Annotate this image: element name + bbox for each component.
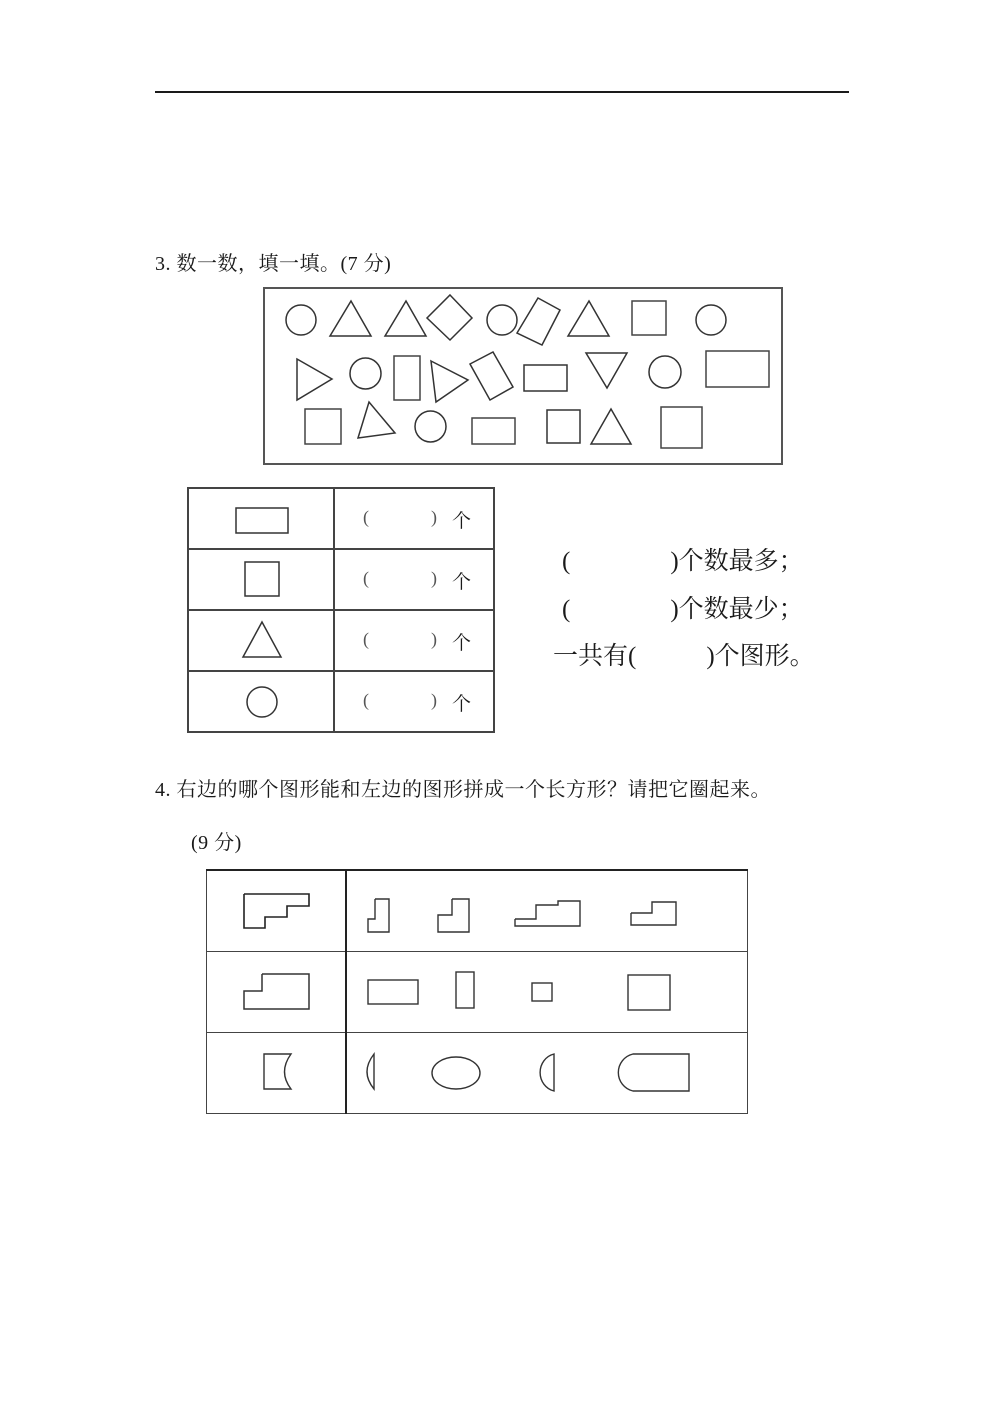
triangle-icon bbox=[567, 300, 611, 338]
triangle-right-icon bbox=[296, 358, 334, 402]
circle-icon bbox=[246, 686, 278, 718]
table-row bbox=[188, 488, 494, 549]
triangle-icon bbox=[384, 300, 428, 338]
square-icon bbox=[244, 561, 280, 597]
header-rule bbox=[155, 91, 849, 93]
open-paren: ( bbox=[363, 629, 369, 649]
open-paren: ( bbox=[562, 548, 571, 575]
most-statement bbox=[562, 541, 804, 577]
square-icon bbox=[546, 409, 581, 444]
staircase-long-icon[interactable] bbox=[514, 900, 582, 928]
total-suffix: )个图形。 bbox=[706, 643, 815, 670]
options-cell bbox=[346, 870, 748, 952]
triangle-right-icon bbox=[430, 360, 470, 404]
rounded-left-rect-icon[interactable] bbox=[613, 1053, 691, 1093]
L-one-step-icon bbox=[243, 973, 311, 1011]
count-table bbox=[187, 487, 495, 733]
triangle-icon bbox=[590, 408, 633, 446]
most-suffix: )个数最多； bbox=[670, 548, 804, 575]
square-rotated-icon bbox=[426, 294, 474, 342]
answer-blank[interactable] bbox=[334, 671, 494, 732]
unit-label: 个 bbox=[452, 694, 472, 715]
answer-blank[interactable] bbox=[334, 488, 494, 549]
question-3-title: 3. 数一数，填一填。(7 分) bbox=[155, 253, 392, 275]
circle-icon bbox=[695, 304, 727, 336]
circle-icon bbox=[349, 357, 382, 390]
table-row bbox=[207, 870, 748, 952]
square-icon bbox=[304, 408, 342, 445]
answer-blank[interactable] bbox=[334, 549, 494, 610]
open-paren: ( bbox=[562, 596, 571, 623]
square-large-icon[interactable] bbox=[627, 974, 671, 1011]
rectangle-icon bbox=[235, 507, 289, 534]
rectangle-vertical-icon bbox=[393, 355, 421, 401]
circle-icon bbox=[648, 355, 682, 389]
table-row bbox=[207, 1033, 748, 1114]
open-paren: ( bbox=[363, 507, 369, 527]
square-small-icon[interactable] bbox=[531, 982, 553, 1002]
shape-cell bbox=[188, 671, 334, 732]
triangle-icon bbox=[242, 621, 282, 659]
shape-cell bbox=[188, 549, 334, 610]
circle-icon bbox=[285, 304, 317, 336]
close-paren: ) bbox=[431, 507, 437, 527]
circle-icon bbox=[486, 304, 518, 336]
close-paren: ) bbox=[431, 690, 437, 710]
table-row bbox=[188, 549, 494, 610]
target-shape-cell bbox=[207, 952, 347, 1033]
rect-concave-right-icon bbox=[263, 1053, 293, 1091]
rectangle-tall-icon[interactable] bbox=[455, 971, 475, 1009]
question-4-title: 4. 右边的哪个图形能和左边的图形拼成一个长方形？请把它圈起来。 bbox=[155, 779, 771, 801]
rectangle-wide-icon[interactable] bbox=[367, 979, 419, 1005]
L-step-icon[interactable] bbox=[437, 898, 471, 934]
rectangle-icon bbox=[471, 417, 517, 445]
options-cell bbox=[346, 952, 748, 1033]
triangle-icon bbox=[329, 300, 373, 338]
piece-table bbox=[206, 869, 748, 1114]
unit-label: 个 bbox=[452, 511, 472, 532]
total-prefix: 一共有( bbox=[553, 643, 637, 670]
rectangle-rotated-icon bbox=[516, 297, 562, 347]
staircase-short-icon[interactable] bbox=[630, 901, 678, 927]
shape-cell bbox=[188, 610, 334, 671]
circle-icon bbox=[414, 410, 447, 443]
half-lens-icon[interactable] bbox=[365, 1053, 377, 1091]
staircase-two-step-icon bbox=[243, 893, 311, 929]
table-row bbox=[188, 610, 494, 671]
square-icon bbox=[631, 300, 667, 336]
ellipse-icon[interactable] bbox=[431, 1056, 481, 1090]
triangle-down-icon bbox=[585, 352, 629, 390]
unit-label: 个 bbox=[452, 633, 472, 654]
least-suffix: )个数最少； bbox=[670, 596, 804, 623]
close-paren: ) bbox=[431, 629, 437, 649]
rectangle-rotated-icon bbox=[469, 351, 515, 403]
table-row bbox=[188, 671, 494, 732]
open-paren: ( bbox=[363, 568, 369, 588]
target-shape-cell bbox=[207, 1033, 347, 1114]
close-paren: ) bbox=[431, 568, 437, 588]
shape-cell bbox=[188, 488, 334, 549]
answer-blank[interactable] bbox=[334, 610, 494, 671]
rectangle-icon bbox=[705, 350, 771, 388]
unit-label: 个 bbox=[452, 572, 472, 593]
options-cell bbox=[346, 1033, 748, 1114]
rectangle-icon bbox=[523, 364, 569, 392]
table-row bbox=[207, 952, 748, 1033]
semicircle-left-icon[interactable] bbox=[536, 1053, 556, 1093]
open-paren: ( bbox=[363, 690, 369, 710]
question-4-points: (9 分) bbox=[191, 832, 242, 854]
L-narrow-icon[interactable] bbox=[367, 898, 391, 934]
square-icon bbox=[660, 406, 703, 449]
triangle-tilted-icon bbox=[357, 401, 399, 441]
total-statement bbox=[553, 636, 815, 672]
least-statement bbox=[562, 589, 804, 625]
target-shape-cell bbox=[207, 870, 347, 952]
